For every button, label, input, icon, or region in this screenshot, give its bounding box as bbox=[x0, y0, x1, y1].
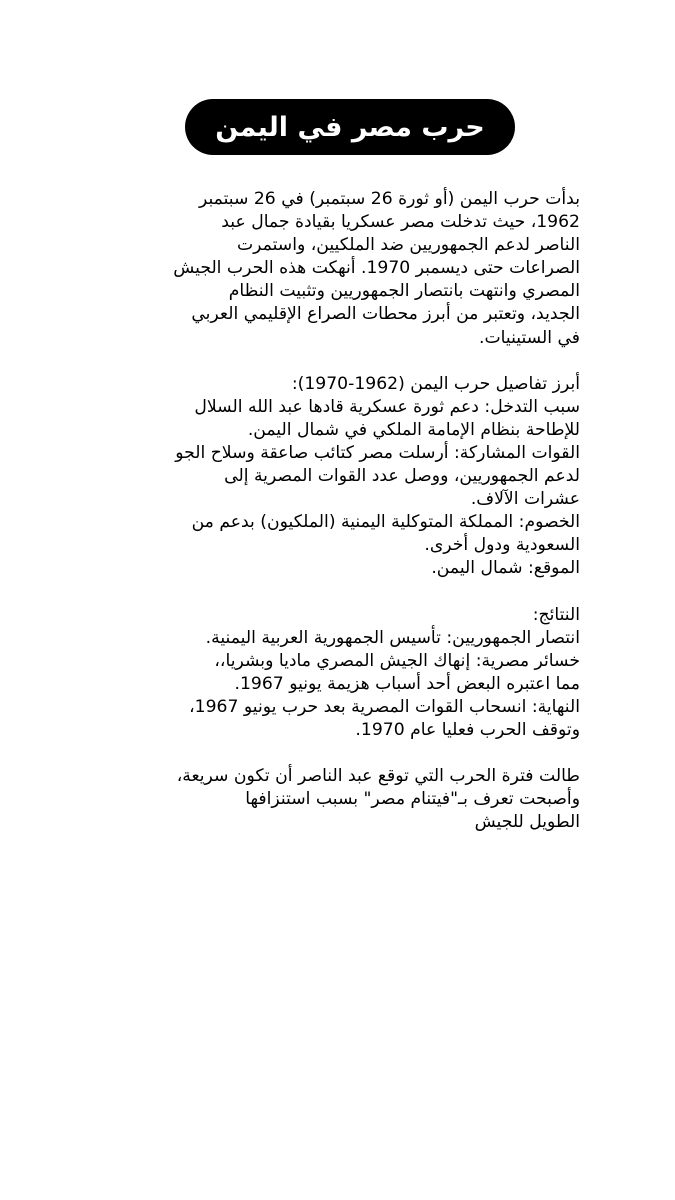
closing-line: وأصبحت تعرف بـ"فيتنام مصر" بسبب استنزافها bbox=[245, 789, 580, 810]
intro-line: في الستينيات. bbox=[479, 327, 580, 348]
end-line: النهاية: انسحاب القوات المصرية بعد حرب يونيو 1967، bbox=[189, 696, 580, 717]
losses-line: خسائر مصرية: إنهاك الجيش المصري ماديا وبشريا،، bbox=[214, 650, 580, 671]
intro-line: الجديد، وتعتبر من أبرز محطات الصراع الإقليمي العربي bbox=[191, 304, 580, 325]
cause-line: للإطاحة بنظام الإمامة الملكي في شمال اليمن. bbox=[247, 419, 580, 440]
opponents-line: الخصوم: المملكة المتوكلية اليمنية (الملكيون) بدعم من bbox=[191, 512, 580, 533]
intro-line: بدأت حرب اليمن (أو ثورة 26 سبتمبر) في 26 سبتمبر bbox=[199, 189, 580, 209]
intro-line: الصراعات حتى ديسمبر 1970. أنهكت هذه الحرب الجيش bbox=[173, 258, 580, 279]
page-title: حرب مصر في اليمن bbox=[215, 111, 485, 143]
forces-line: القوات المشاركة: أرسلت مصر كتائب صاعقة وسلاح الجو bbox=[175, 442, 580, 463]
title-banner bbox=[185, 99, 515, 155]
results-section bbox=[98, 604, 580, 743]
opponents-line: السعودية ودول أخرى. bbox=[424, 535, 580, 556]
intro-line: 1962، حيث تدخلت مصر عسكريا بقيادة جمال عبد bbox=[221, 212, 580, 233]
intro-line: المصري وانتهت بانتصار الجمهوريين وتثبيت النظام bbox=[228, 281, 580, 302]
victory-line: انتصار الجمهوريين: تأسيس الجمهورية العربية اليمنية. bbox=[205, 627, 580, 648]
forces-line: عشرات الآلاف. bbox=[470, 489, 580, 510]
cause-line: سبب التدخل: دعم ثورة عسكرية قادها عبد الله السلال bbox=[194, 396, 580, 417]
details-heading: أبرز تفاصيل حرب اليمن (1962-1970): bbox=[291, 373, 580, 394]
closing-line: طالت فترة الحرب التي توقع عبد الناصر أن تكون سريعة، bbox=[176, 766, 580, 787]
closing-paragraph bbox=[98, 765, 580, 834]
closing-line: الطويل للجيش bbox=[474, 812, 580, 833]
intro-paragraph bbox=[98, 188, 580, 350]
losses-line: مما اعتبره البعض أحد أسباب هزيمة يونيو 1967. bbox=[234, 673, 580, 694]
end-line: وتوقف الحرب فعليا عام 1970. bbox=[355, 719, 580, 740]
intro-line: الناصر لدعم الجمهوريين ضد الملكيين، واستمرت bbox=[237, 235, 580, 256]
results-heading: النتائج: bbox=[532, 604, 580, 625]
details-section bbox=[98, 373, 580, 581]
article-body bbox=[98, 188, 580, 834]
location-line: الموقع: شمال اليمن. bbox=[431, 558, 580, 579]
forces-line: لدعم الجمهوريين، ووصل عدد القوات المصرية إلى bbox=[224, 466, 580, 487]
